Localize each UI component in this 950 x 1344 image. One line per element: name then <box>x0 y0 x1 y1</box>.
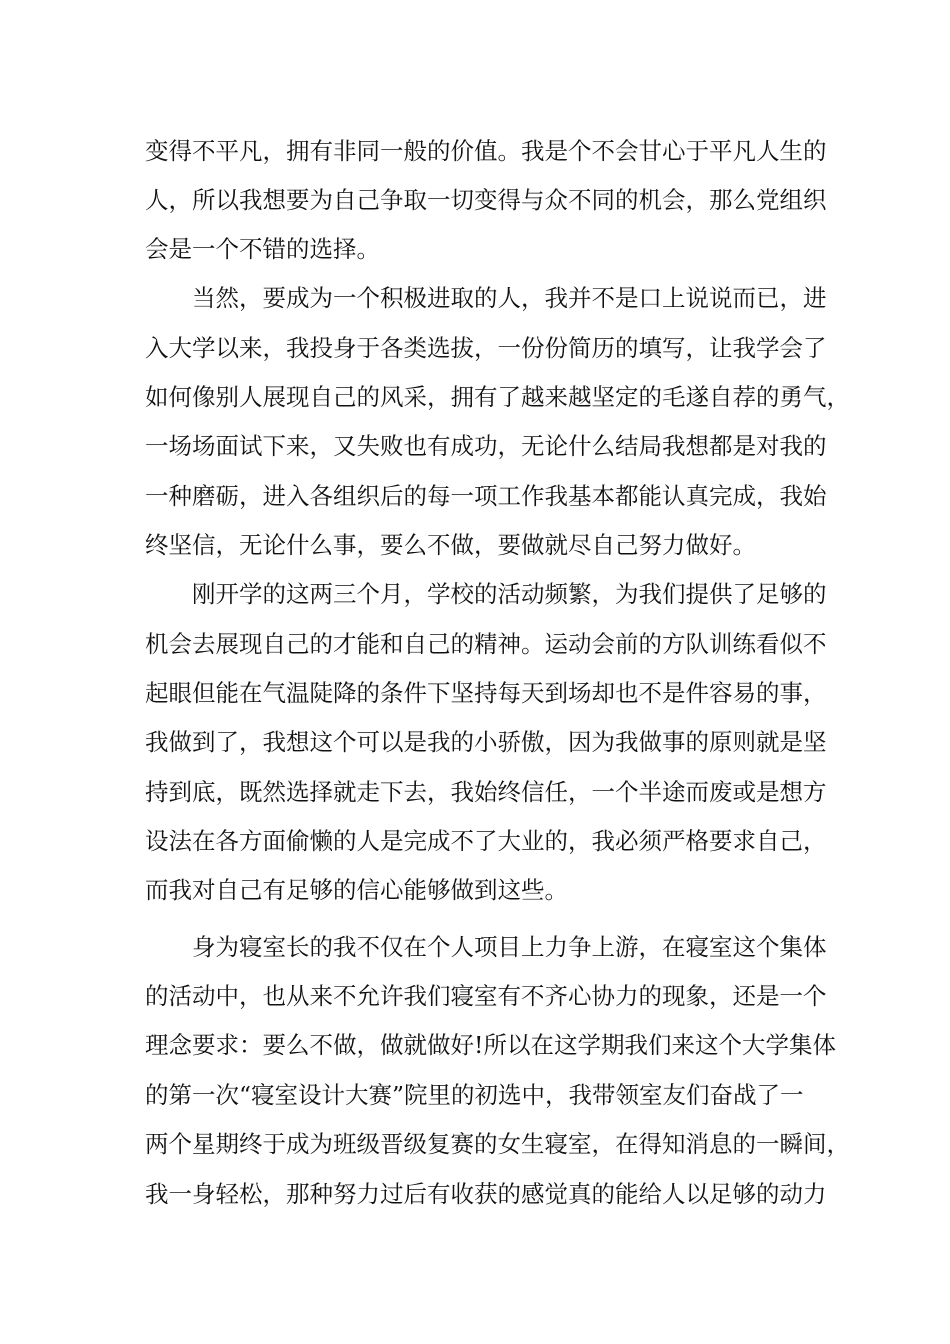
text-line: 一场场面试下来，又失败也有成功，无论什么结局我想都是对我的 <box>145 432 827 460</box>
text-line: 如何像别人展现自己的风采，拥有了越来越坚定的毛遂自荐的勇气， <box>145 383 850 411</box>
text-line: 起眼但能在气温陡降的条件下坚持每天到场却也不是件容易的事， <box>145 679 827 707</box>
text-line: 持到底，既然选择就走下去，我始终信任，一个半途而废或是想方 <box>145 778 827 806</box>
text-line: 入大学以来，我投身于各类选拔，一份份简历的填写，让我学会了 <box>145 334 827 362</box>
text-line: 的第一次“寝室设计大赛”院里的初选中，我带领室友们奋战了一 <box>145 1081 804 1109</box>
paragraph-start-line: 身为寝室长的我不仅在个人项目上力争上游，在寝室这个集体 <box>192 933 827 961</box>
text-line: 人，所以我想要为自己争取一切变得与众不同的机会，那么党组织 <box>145 186 827 214</box>
text-line: 两个星期终于成为班级晋级复赛的女生寝室，在得知消息的一瞬间， <box>145 1130 850 1158</box>
text-line: 机会去展现自己的才能和自己的精神。运动会前的方队训练看似不 <box>145 630 827 658</box>
text-line: 会是一个不错的选择。 <box>145 235 380 263</box>
text-line: 一种磨砺，进入各组织后的每一项工作我基本都能认真完成，我始 <box>145 482 827 510</box>
text-line: 我做到了，我想这个可以是我的小骄傲，因为我做事的原则就是坚 <box>145 728 827 756</box>
text-line: 变得不平凡，拥有非同一般的价值。我是个不会甘心于平凡人生的 <box>145 137 827 165</box>
text-line: 我一身轻松，那种努力过后有收获的感觉真的能给人以足够的动力 <box>145 1180 827 1208</box>
paragraph-start-line: 当然，要成为一个积极进取的人，我并不是口上说说而已，进 <box>192 284 827 312</box>
paragraph-start-line: 刚开学的这两三个月，学校的活动频繁，为我们提供了足够的 <box>192 580 827 608</box>
text-line: 的活动中，也从来不允许我们寝室有不齐心协力的现象，还是一个 <box>145 982 827 1010</box>
text-line: 理念要求：要么不做，做就做好!所以在这学期我们来这个大学集体 <box>145 1031 836 1059</box>
text-line: 设法在各方面偷懒的人是完成不了大业的，我必须严格要求自己， <box>145 827 827 855</box>
text-line: 终坚信，无论什么事，要么不做，要做就尽自己努力做好。 <box>145 531 756 559</box>
text-line: 而我对自己有足够的信心能够做到这些。 <box>145 876 568 904</box>
